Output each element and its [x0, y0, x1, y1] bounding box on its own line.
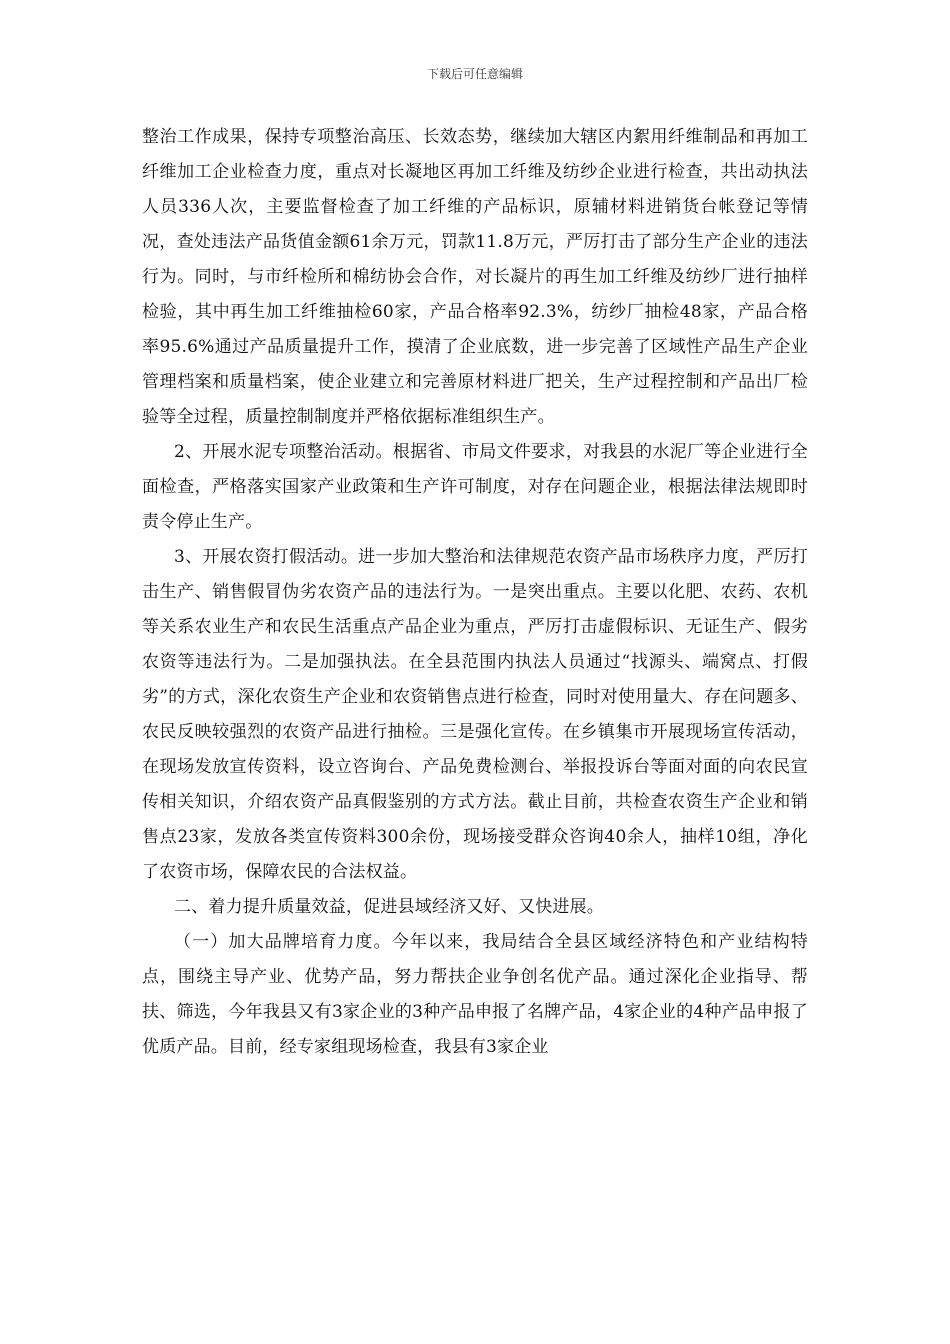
- paragraph-cement-rectification: 2、开展水泥专项整治活动。根据省、市局文件要求，对我县的水泥厂等企业进行全面检查，严格落实国家产业政策和生产许可制度，对存在问题企业，根据法律法规即时责令停止生产。: [142, 442, 808, 532]
- page-header-note: 下载后可任意编辑: [426, 67, 523, 81]
- paragraph-agricultural-anti-counterfeit: 3、开展农资打假活动。进一步加大整治和法律规范农资产品市场秩序力度，严厉打击生产、销售假冒伪劣农资产品的违法行为。一是突出重点。主要以化肥、农药、农机等关系农业生产和农民生活重点产品企业为重点，严厉打击虚假标识、无证生产、假劣农资等违法行为。二是加强执法。在全县范围内执法人员通过“找源头、端窝点、打假劣”的方式，深化农资生产企业和农资销售点进行检查，同时对使用量大、存在问题多、农民反映较强烈的农资产品进行抽检。三是强化宣传。在乡镇集市开展现场宣传活动，在现场发放宣传资料，设立咨询台、产品免费检测台、举报投诉台等面对面的向农民宣传相关知识，介绍农资产品真假鉴别的方式方法。截止目前，共检查农资生产企业和销售点23家，发放各类宣传资料300余份，现场接受群众咨询40余人，抽样10组，净化了农资市场，保障农民的合法权益。: [142, 547, 808, 882]
- section-heading-quality-benefit: 二、着力提升质量效益，促进县域经济又好、又快进展。: [174, 897, 604, 917]
- paragraph-brand-cultivation: （一）加大品牌培育力度。今年以来，我局结合全县区域经济特色和产业结构特点，围绕主导产业、优势产品，努力帮扶企业争创名优产品。通过深化企业指导、帮扶、筛选，今年我县又有3家企业的3种产品申报了名牌产品，4家企业的4种产品申报了优质产品。目前，经专家组现场检查，我县有3家企业: [142, 932, 808, 1057]
- document-body: [142, 120, 808, 1065]
- paragraph-continuation: 整治工作成果，保持专项整治高压、长效态势，继续加大辖区内絮用纤维制品和再加工纤维加工企业检查力度，重点对长凝地区再加工纤维及纺纱企业进行检查，共出动执法人员336人次，主要监督检查了加工纤维的产品标识，原辅材料进销货台帐登记等情况，查处违法产品货值金额61余万元，罚款11.8万元，严厉打击了部分生产企业的违法行为。同时，与市纤检所和棉纺协会合作，对长凝片的再生加工纤维及纺纱厂进行抽样检验，其中再生加工纤维抽检60家，产品合格率92.3%，纺纱厂抽检48家，产品合格率95.6%通过产品质量提升工作，摸清了企业底数，进一步完善了区域性产品生产企业管理档案和质量档案，使企业建立和完善原材料进厂把关，生产过程控制和产品出厂检验等全过程，质量控制制度并严格依据标准组织生产。: [142, 127, 808, 427]
